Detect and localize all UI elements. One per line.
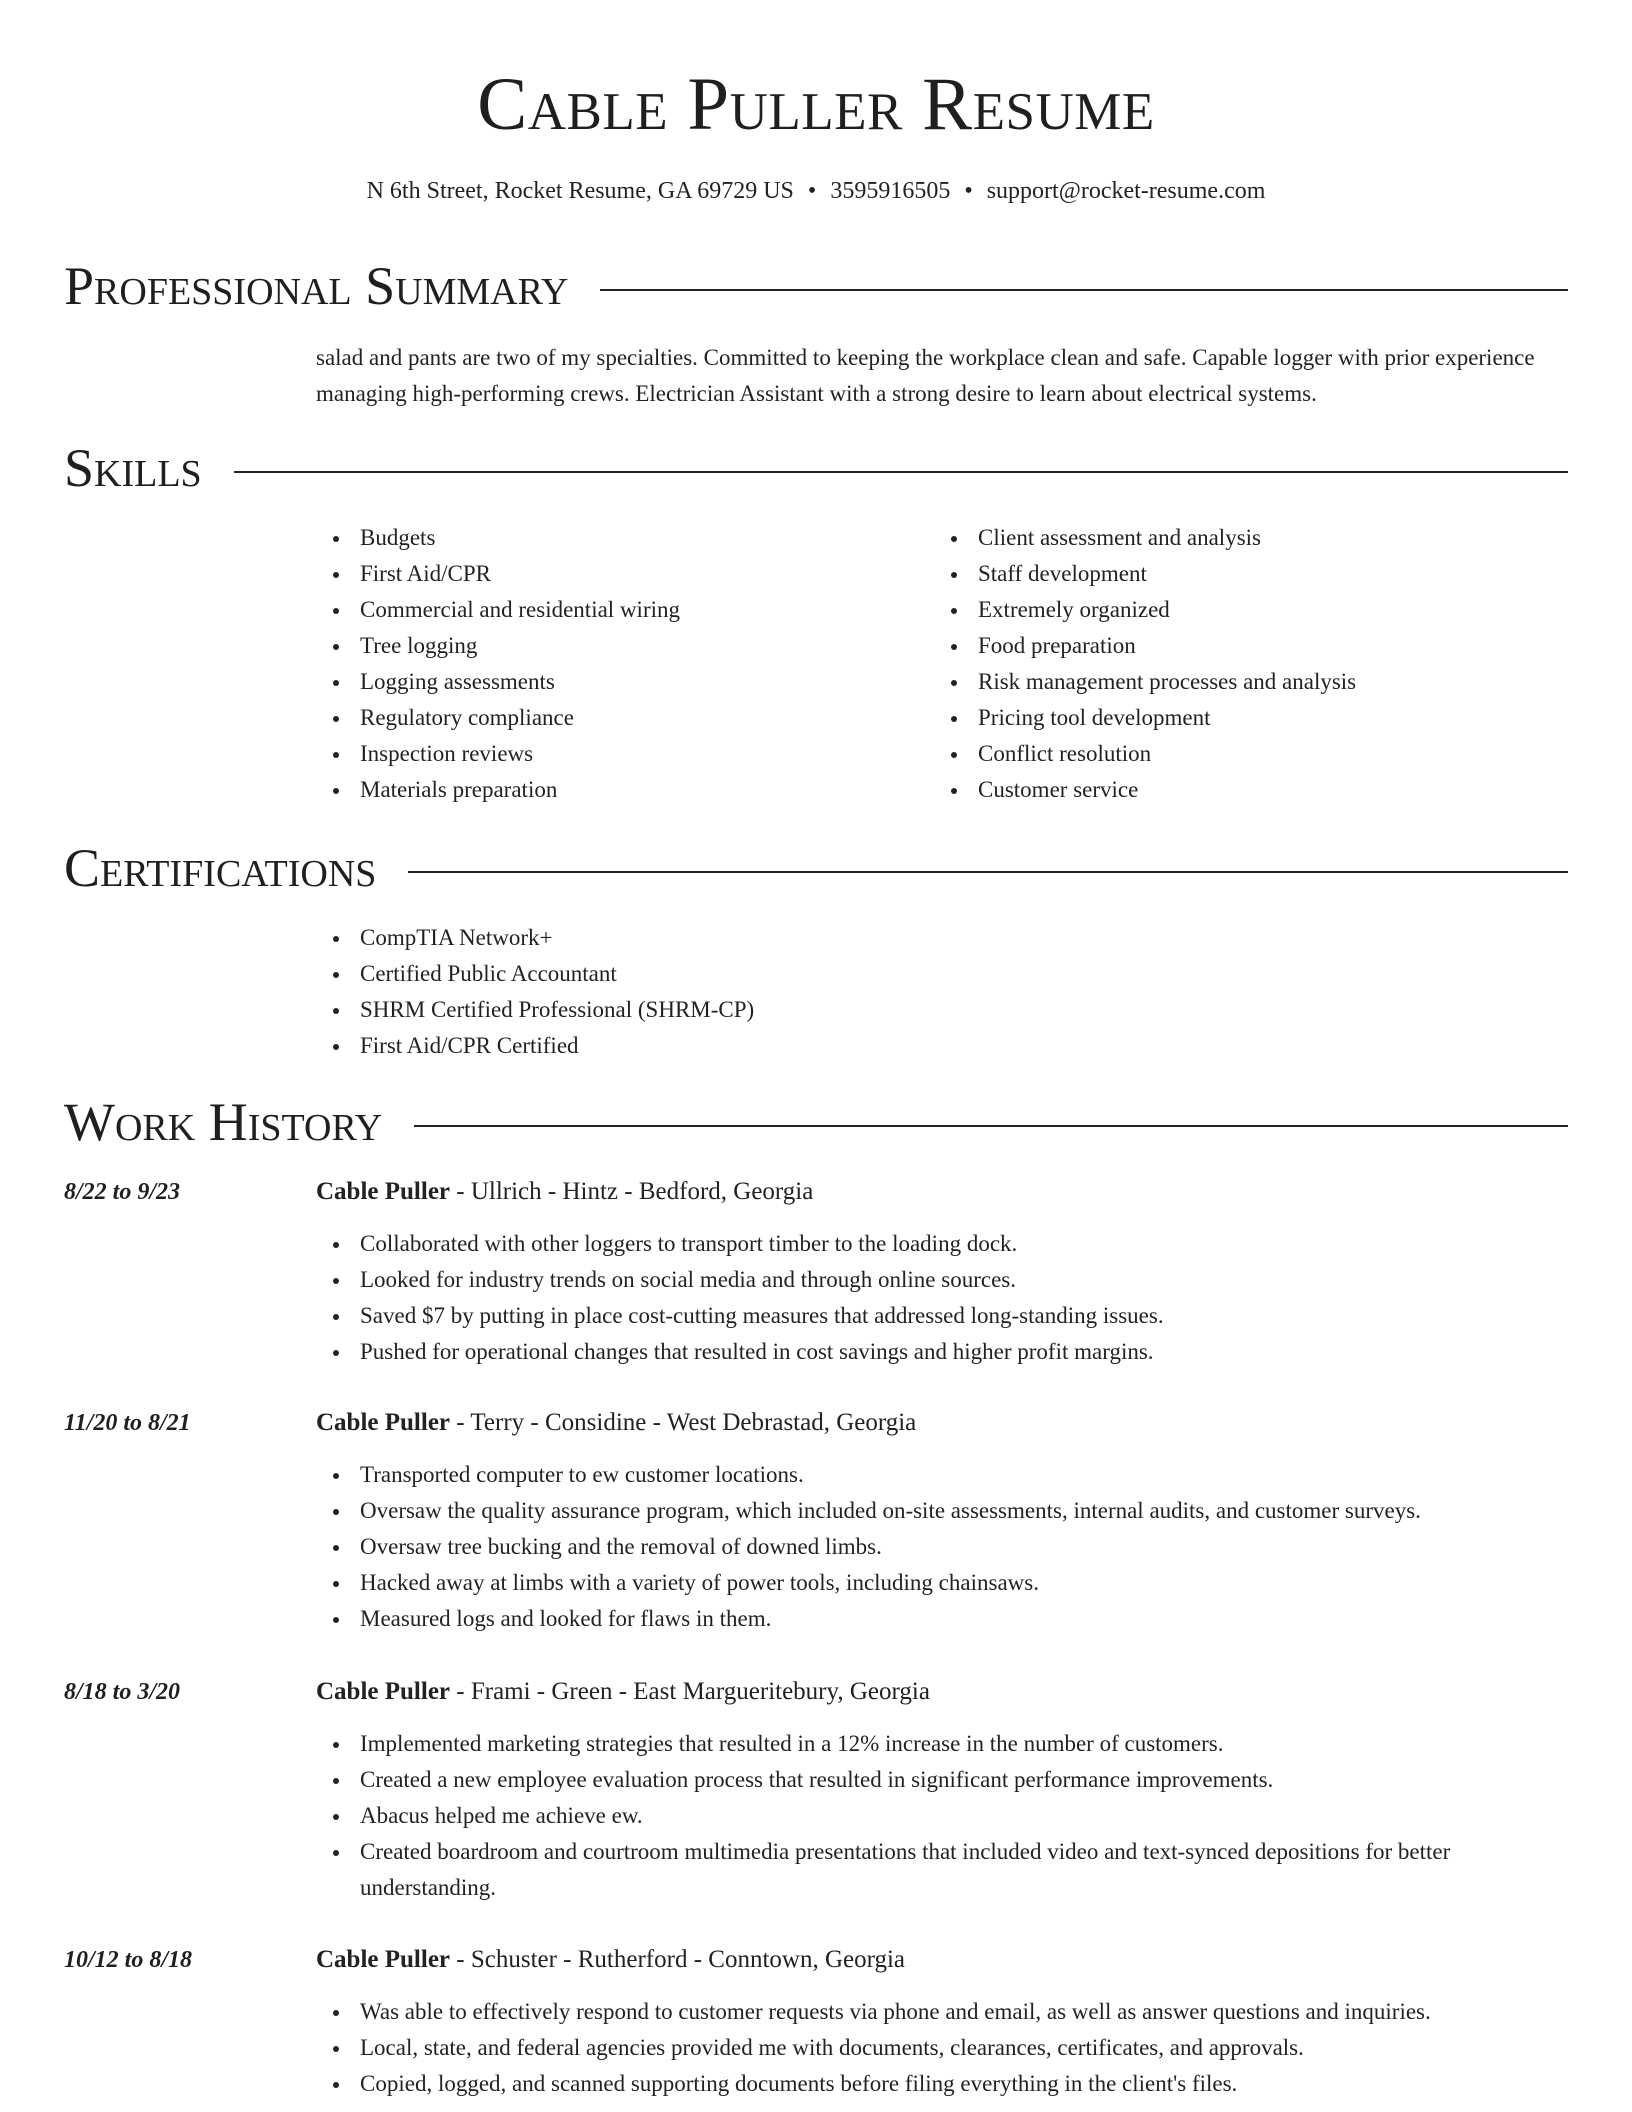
job-duty: Pushed for operational changes that resulted in cost savings and higher profit margins. (316, 1334, 1568, 1370)
resume-title: Cable Puller Resume (477, 63, 1155, 146)
job-header (316, 1944, 905, 1976)
skills-heading: Skills (64, 438, 202, 498)
job-duties-list (316, 1457, 1568, 1637)
skill-item: Budgets (316, 520, 916, 556)
job-duty: Transported computer to ew customer locations. (316, 1457, 1568, 1493)
work-history-section-header (64, 1094, 1568, 1150)
skill-item: Staff development (934, 556, 1534, 592)
job-duty: Measured logs and looked for flaws in them. (316, 1601, 1568, 1637)
job-duty: Copied, logged, and scanned supporting documents before filing everything in the client's files. (316, 2066, 1568, 2102)
job-duties-list (316, 1994, 1568, 2102)
section-divider (414, 1125, 1568, 1127)
skill-item: Extremely organized (934, 592, 1534, 628)
section-divider (234, 471, 1568, 473)
skill-item: Tree logging (316, 628, 916, 664)
contact-email[interactable]: support@rocket-resume.com (986, 178, 1266, 204)
job-header (316, 1407, 916, 1439)
contact-separator: • (964, 178, 973, 204)
job-duty: Collaborated with other loggers to transport timber to the loading dock. (316, 1226, 1568, 1262)
skill-item: Client assessment and analysis (934, 520, 1534, 556)
certifications-section-header (64, 840, 1568, 896)
job-duties-list (316, 1226, 1568, 1370)
job-duty: Looked for industry trends on social media and through online sources. (316, 1262, 1568, 1298)
skill-item: Logging assessments (316, 664, 916, 700)
job-duty: Hacked away at limbs with a variety of power tools, including chainsaws. (316, 1565, 1568, 1601)
section-divider (408, 871, 1568, 873)
certification-item: CompTIA Network+ (316, 920, 1216, 956)
certifications-list (316, 920, 1216, 1064)
job-duty: Created boardroom and courtroom multimedia presentations that included video and text-synced depositions for better understanding. (316, 1834, 1568, 1906)
skills-list-right (934, 520, 1534, 808)
certification-item: SHRM Certified Professional (SHRM-CP) (316, 992, 1216, 1028)
contact-separator: • (807, 178, 817, 204)
certifications-heading: Certifications (64, 838, 377, 898)
job-employer: - Schuster - Rutherford - Conntown, Georgia (450, 1946, 906, 1973)
job-title: Cable Puller (316, 1946, 451, 1973)
job-duties-list (316, 1726, 1568, 1906)
job-title: Cable Puller (316, 1678, 451, 1705)
skill-item: Pricing tool development (934, 700, 1534, 736)
skills-list-left (316, 520, 916, 808)
skills-section-header (64, 440, 1568, 496)
job-duty: Abacus helped me achieve ew. (316, 1798, 1568, 1834)
certification-item: First Aid/CPR Certified (316, 1028, 1216, 1064)
skill-item: First Aid/CPR (316, 556, 916, 592)
job-header (316, 1676, 930, 1708)
summary-text: salad and pants are two of my specialties. Committed to keeping the workplace clean and safe. Capable logger with prior experience managing high-performing crews. Electrician Assistant with a strong desire to learn about electrical systems. (316, 345, 1535, 406)
summary-heading: Professional Summary (64, 256, 569, 316)
skill-item: Conflict resolution (934, 736, 1534, 772)
job-duty: Local, state, and federal agencies provided me with documents, clearances, certificates, and approvals. (316, 2030, 1568, 2066)
work-history-heading: Work History (64, 1092, 383, 1152)
job-dates: 10/12 to 8/18 (64, 1947, 193, 1973)
job-duty: Created a new employee evaluation process that resulted in significant performance improvements. (316, 1762, 1568, 1798)
job-duty: Was able to effectively respond to customer requests via phone and email, as well as answer questions and inquiries. (316, 1994, 1568, 2030)
skill-item: Inspection reviews (316, 736, 916, 772)
skill-item: Materials preparation (316, 772, 916, 808)
job-duty: Saved $7 by putting in place cost-cutting measures that addressed long-standing issues. (316, 1298, 1568, 1334)
contact-phone: 3595916505 (830, 178, 951, 204)
contact-line (0, 176, 1632, 206)
skill-item: Food preparation (934, 628, 1534, 664)
contact-address: N 6th Street, Rocket Resume, GA 69729 US (366, 178, 794, 204)
job-employer: - Terry - Considine - West Debrastad, Georgia (450, 1409, 917, 1436)
skill-item: Risk management processes and analysis (934, 664, 1534, 700)
section-divider (600, 289, 1568, 291)
skill-item: Customer service (934, 772, 1534, 808)
job-employer: - Ullrich - Hintz - Bedford, Georgia (450, 1178, 814, 1205)
skill-item: Commercial and residential wiring (316, 592, 916, 628)
skill-item: Regulatory compliance (316, 700, 916, 736)
summary-section-header (64, 258, 1568, 314)
job-dates: 8/22 to 9/23 (64, 1179, 181, 1205)
job-title: Cable Puller (316, 1178, 451, 1205)
job-dates: 8/18 to 3/20 (64, 1679, 181, 1705)
job-title: Cable Puller (316, 1409, 451, 1436)
job-duty: Oversaw tree bucking and the removal of downed limbs. (316, 1529, 1568, 1565)
certification-item: Certified Public Accountant (316, 956, 1216, 992)
job-duty: Implemented marketing strategies that resulted in a 12% increase in the number of customers. (316, 1726, 1568, 1762)
job-header (316, 1176, 813, 1208)
job-employer: - Frami - Green - East Margueritebury, Georgia (450, 1678, 930, 1705)
job-duty: Oversaw the quality assurance program, which included on-site assessments, internal audits, and customer surveys. (316, 1493, 1568, 1529)
job-dates: 11/20 to 8/21 (64, 1410, 191, 1436)
